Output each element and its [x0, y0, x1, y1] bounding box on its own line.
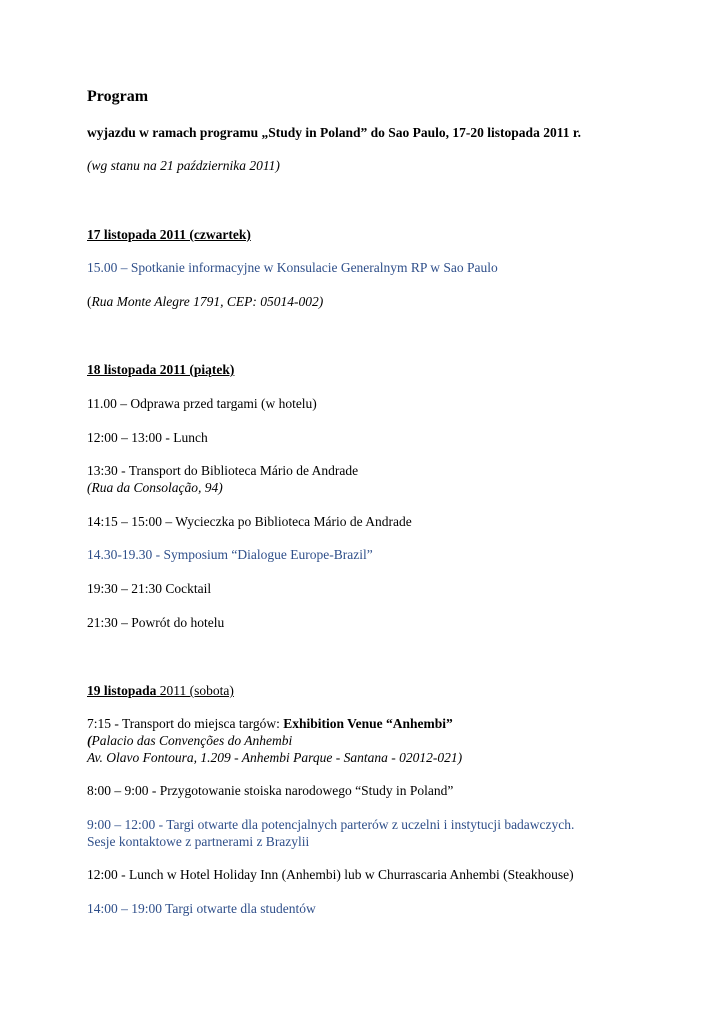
- day3-item-fair-students: 14:00 – 19:00 Targi otwarte dla studentów: [87, 901, 316, 916]
- day2-item-briefing: 11.00 – Odprawa przed targami (w hotelu): [87, 396, 317, 411]
- day2-heading: 18 listopada 2011 (piątek): [87, 362, 235, 377]
- day3-item-transport-prefix: 7:15 - Transport do miejsca targów:: [87, 716, 284, 731]
- day3-item-lunch: 12:00 - Lunch w Hotel Holiday Inn (Anhembi) lub w Churrascaria Anhembi (Steakhouse): [87, 867, 574, 882]
- day3-venue-paren: (: [87, 733, 92, 748]
- day1-address: [87, 293, 323, 310]
- day2-item-symposium: 14.30-19.30 - Symposium “Dialogue Europe-Brazil”: [87, 547, 373, 562]
- day1-address-text: Rua Monte Alegre 1791, CEP: 05014-002): [91, 294, 324, 309]
- day3-venue-address: Av. Olavo Fontoura, 1.209 - Anhembi Parque - Santana - 02012-021): [87, 750, 463, 765]
- day2-item-lunch: 12:00 – 13:00 - Lunch: [87, 430, 208, 445]
- day2-item-return: 21:30 – Powrót do hotelu: [87, 615, 225, 630]
- day2-item-transport-address: (Rua da Consolação, 94): [87, 480, 223, 495]
- day3-item-transport: [87, 715, 453, 732]
- day2-item-transport: 13:30 - Transport do Biblioteca Mário de Andrade: [87, 463, 359, 478]
- day1-heading: 17 listopada 2011 (czwartek): [87, 227, 251, 242]
- day3-item-fair-partners-sessions: Sesje kontaktowe z partnerami z Brazylii: [87, 834, 310, 849]
- day2-item-tour: 14:15 – 15:00 – Wycieczka po Biblioteca Mário de Andrade: [87, 514, 412, 529]
- status-note: (wg stanu na 21 października 2011): [87, 158, 280, 173]
- page-title: Program: [87, 88, 149, 105]
- day3-venue: Palacio das Convenções do Anhembi: [91, 733, 293, 748]
- day1-item-meeting: 15.00 – Spotkanie informacyjne w Konsulacie Generalnym RP w Sao Paulo: [87, 260, 498, 275]
- day3-heading: [87, 682, 234, 699]
- day3-item-fair-partners: 9:00 – 12:00 - Targi otwarte dla potencjalnych parterów z uczelni i instytucji badawczych.: [87, 817, 575, 832]
- day3-item-transport-venue-name: Exhibition Venue “Anhembi”: [283, 716, 453, 731]
- day1-address-paren: (: [87, 294, 92, 309]
- day3-heading-rest: 2011 (sobota): [156, 683, 234, 698]
- day2-item-cocktail: 19:30 – 21:30 Cocktail: [87, 581, 212, 596]
- day3-heading-date: 19 listopada: [87, 683, 157, 698]
- page-subtitle: wyjazdu w ramach programu „Study in Poland” do Sao Paulo, 17-20 listopada 2011 r.: [87, 125, 581, 140]
- day3-item-stand-setup: 8:00 – 9:00 - Przygotowanie stoiska narodowego “Study in Poland”: [87, 783, 454, 798]
- day3-venue-line: [87, 732, 292, 749]
